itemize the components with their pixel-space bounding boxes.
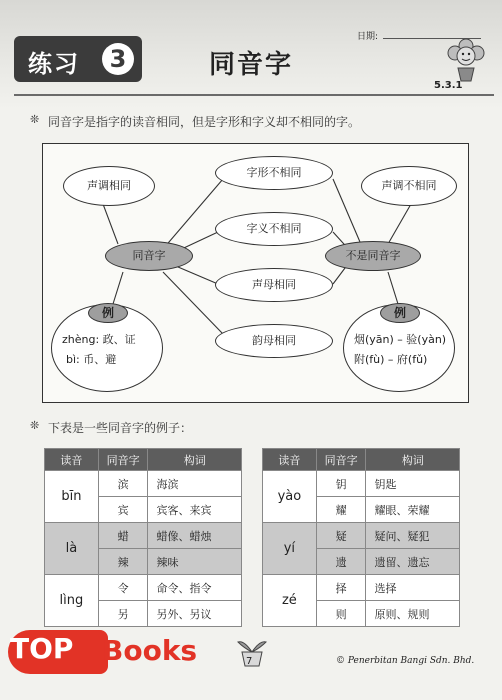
star-bullet-icon: ❊: [30, 113, 40, 126]
word-cell: 选择: [366, 575, 460, 601]
left-example-tag: 例: [88, 303, 128, 323]
word-cell: 宾客、来宾: [148, 497, 242, 523]
concept-diagram: [42, 143, 469, 403]
header-compound: 构词: [366, 449, 460, 471]
char-cell: 辣: [98, 549, 148, 575]
oval-middle-3: 声母相同: [215, 268, 333, 302]
word-cell: 蜡像、蜡烛: [148, 523, 242, 549]
oval-middle-2: 字义不相同: [215, 212, 333, 246]
char-cell: 耀: [316, 497, 366, 523]
char-cell: 宾: [98, 497, 148, 523]
oval-not-homophone: 不是同音字: [325, 241, 421, 271]
word-cell: 命令、指令: [148, 575, 242, 601]
table-row: [45, 523, 242, 549]
oval-middle-4: 韵母相同: [215, 324, 333, 358]
word-cell: 钥匙: [366, 471, 460, 497]
oval-middle-1: 字形不相同: [215, 156, 333, 190]
header-rule: [14, 94, 494, 96]
pinyin-cell: bīn: [45, 471, 99, 523]
pinyin-cell: lìng: [45, 575, 99, 627]
word-cell: 耀眼、荣耀: [366, 497, 460, 523]
header-homophone: 同音字: [98, 449, 148, 471]
table-row: [45, 575, 242, 601]
oval-same-tone: 声调相同: [63, 166, 155, 206]
table-row: [263, 471, 460, 497]
header-compound: 构词: [148, 449, 242, 471]
homophone-table-right: [262, 448, 460, 627]
table-note-text: 下表是一些同音字的例子：: [48, 421, 193, 435]
table-header-row: [263, 449, 460, 471]
exercise-label: 练习: [28, 50, 80, 78]
pinyin-cell: là: [45, 523, 99, 575]
char-cell: 蜡: [98, 523, 148, 549]
char-cell: 滨: [98, 471, 148, 497]
table-row: [263, 575, 460, 601]
left-example-2: bì: 币、避: [66, 353, 117, 366]
homophone-table-left: [44, 448, 242, 627]
page-title: 同音字: [208, 50, 293, 80]
table-row: [45, 471, 242, 497]
intro-text: 同音字是指字的读音相同，但是字形和字义却不相同的字。: [48, 115, 361, 129]
char-cell: 遗: [316, 549, 366, 575]
right-example-1: 烟(yān) – 验(yàn): [354, 333, 447, 346]
flower-icon: [443, 36, 489, 82]
left-example-circle: [51, 304, 163, 392]
exercise-number: 3: [102, 43, 134, 75]
pinyin-cell: yí: [263, 523, 317, 575]
word-cell: 遗留、遗忘: [366, 549, 460, 575]
word-cell: 另外、另议: [148, 601, 242, 627]
header-reading: 读音: [45, 449, 99, 471]
word-cell: 原则、规则: [366, 601, 460, 627]
char-cell: 择: [316, 575, 366, 601]
char-cell: 则: [316, 601, 366, 627]
char-cell: 钥: [316, 471, 366, 497]
word-cell: 海滨: [148, 471, 242, 497]
lesson-code: 5.3.1: [434, 80, 463, 91]
table-row: [263, 523, 460, 549]
header-homophone: 同音字: [316, 449, 366, 471]
right-example-2: 附(fù) – 府(fǔ): [354, 353, 428, 366]
char-cell: 另: [98, 601, 148, 627]
logo-top-text: TOP: [10, 632, 74, 665]
date-label: 日期:: [357, 32, 379, 42]
word-cell: 辣味: [148, 549, 242, 575]
page-number: 7: [246, 656, 253, 667]
oval-homophone: 同音字: [105, 241, 193, 271]
left-example-1: zhèng: 政、证: [62, 333, 136, 346]
right-example-circle: [343, 304, 455, 392]
right-example-tag: 例: [380, 303, 420, 323]
char-cell: 疑: [316, 523, 366, 549]
word-cell: 疑问、疑犯: [366, 523, 460, 549]
oval-different-tone: 声调不相同: [361, 166, 457, 206]
copyright-text: © Penerbitan Bangi Sdn. Bhd.: [336, 656, 475, 666]
header-reading: 读音: [263, 449, 317, 471]
char-cell: 令: [98, 575, 148, 601]
table-header-row: [45, 449, 242, 471]
pinyin-cell: zé: [263, 575, 317, 627]
pinyin-cell: yào: [263, 471, 317, 523]
star-bullet-icon: ❊: [30, 419, 40, 432]
logo-books-text: Books: [102, 634, 198, 667]
